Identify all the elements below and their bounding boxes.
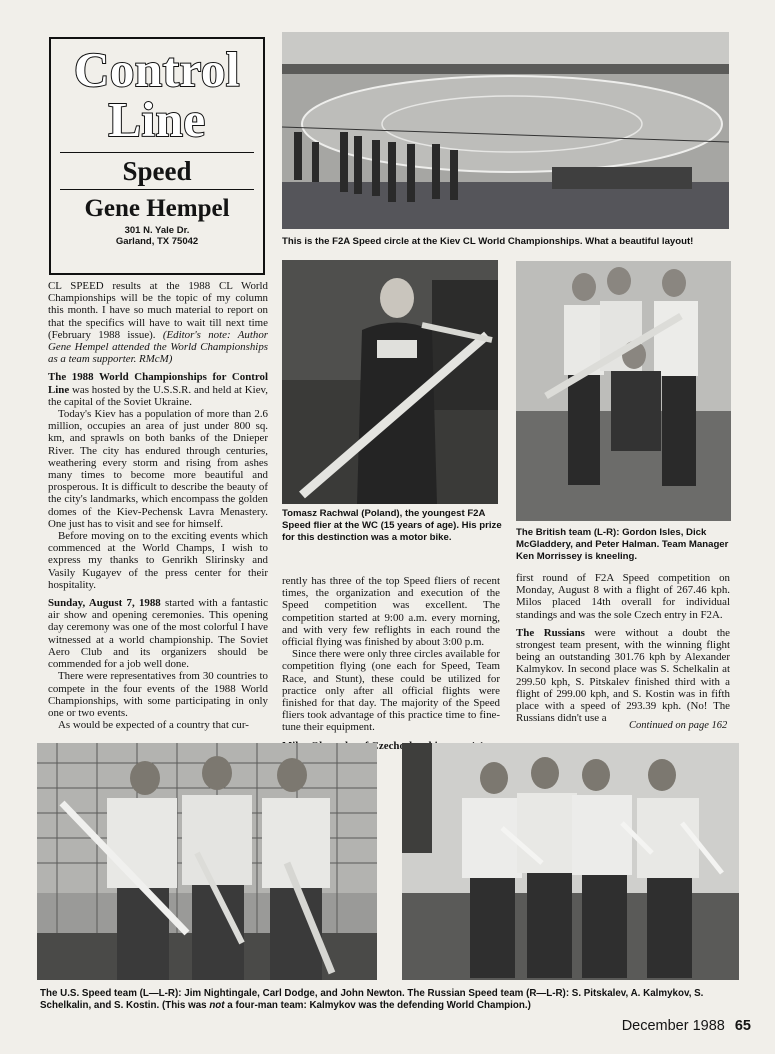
issue-date: December 1988 (621, 1018, 725, 1034)
british-team-caption: The British team (L-R): Gordon Isles, Dick McGladdery, and Peter Halman. Team Manager Ken Morrissey is kneeling. (516, 527, 729, 562)
us-team-photo (37, 743, 377, 980)
article-paragraph: rently has three of the top Speed fliers of recent times, the organization and execution of the Speed competition was excellent. The competition started at 9:00 a.m. every morning, and with very few reflights in each round the official flying was finished by about 3:00 p.m. (282, 575, 500, 649)
column-subtitle: Speed (122, 156, 192, 186)
article-paragraph: Today's Kiev has a population of more than 2.6 million, occupies an area of just under 800 sq. km, and sprawls on both banks of the Dnieper River. The city has endured through centuries, weathering every storm and rising from ashes many times to become more beautiful and prosperous. It is difficult to describe the beauty of the city's landmarks, which encompass the golden domes of the Kiev-Pechensk Lavra Menastery. One just has to visit and see for himself. (48, 408, 268, 530)
article-paragraph (48, 280, 268, 365)
speed-circle-photo (282, 32, 729, 229)
bottom-photos-caption (40, 988, 740, 1012)
caption-text: The U.S. Speed team (L—L-R): Jim Nightingale, Carl Dodge, and John Newton. The Russian Speed team (R—L-R): S. Pitskalev, A. Kalmykov, S. Schelkalin, and S. Kostin. (This was (40, 988, 704, 1011)
article-paragraph (516, 627, 730, 725)
author-address-line2: Garland, TX 75042 (115, 235, 199, 247)
section-lead-bold: The Russians (516, 626, 585, 639)
author-name: Gene Hempel (84, 195, 230, 222)
article-text: CL SPEED results at the 1988 CL World Championships will be the topic of my column this month. I have so much material to report on that the specifics will have to wait till next time (February 1988 issue). (48, 280, 268, 341)
youngest-flier-caption: Tomasz Rachwal (Poland), the youngest F2A Speed flier at the WC (15 years of age). His prize for this destinction was a motor bike. (282, 508, 502, 543)
article-paragraph (48, 371, 268, 408)
page-footer (622, 1018, 751, 1034)
british-team-photo (516, 261, 731, 521)
caption-text: a four-man team: Kalmykov was the defending World Champion.) (224, 1000, 531, 1011)
article-paragraph: Before moving on to the exciting events which commenced at the World Champs, I wish to express my thanks to Genrikh Slirinsky and Vasily Kugayev of the press center for their hospitality. (48, 530, 268, 591)
section-lead-bold: Sunday, August 7, 1988 (48, 597, 161, 610)
page-number: 65 (734, 1018, 751, 1034)
caption-emphasis: not (209, 1000, 225, 1011)
continued-on-page: Continued on page 162 (629, 720, 728, 731)
article-paragraph: As would be expected of a country that cur- (58, 719, 249, 732)
youngest-flier-photo (282, 260, 498, 504)
header-divider (60, 189, 254, 190)
russian-team-photo (402, 743, 739, 980)
article-text: started with a fantastic air show and opening ceremonies. This opening day ceremony was one of the most colorful I have witnessed at a world championship. The Soviet Aero Club and its organizers should be commended for a job well done. (48, 597, 268, 671)
column-title-line2: Line (108, 92, 206, 147)
author-address-line1: 301 N. Yale Dr. (124, 225, 190, 236)
article-paragraph: There were representatives from 30 countries to compete in the four events of the 1988 World Championships, with some participating in only one or two events. (48, 670, 268, 719)
article-paragraph: first round of F2A Speed competition on Monday, August 8 with a flight of 267.46 kph. Milos placed 14th overall for individual standings and was the sole Czech entry in F2A. (516, 572, 730, 621)
article-column-3 (516, 572, 730, 724)
column-title-line1: Control (74, 42, 240, 97)
column-header-box (49, 37, 265, 275)
editors-note: (Editor's note: Author Gene Hempel attended the World Championships as a team supporter. RMcM) (48, 328, 268, 366)
article-paragraph (48, 597, 268, 670)
article-text: was hosted by the U.S.S.R. and held at Kiev, the capital of the Soviet Ukraine. (48, 383, 268, 408)
article-text: were without a doubt the strongest team present, with the winning flight being an outstanding 301.76 kph by Alexander Kalmykov. In second place was S. Schelkalin at 299.50 kph, S. Pitskalev finished third with a flight of 299.00 kph, and S. Kostin was in fifth place with a speed of 293.39 kph. (No! The Russians didn't use a (516, 626, 730, 725)
section-lead-bold: The 1988 World Championships for Control Line (48, 371, 268, 396)
article-column-1 (48, 280, 268, 731)
article-column-2 (282, 575, 500, 752)
top-photo-caption: This is the F2A Speed circle at the Kiev CL World Championships. What a beautiful layout! (282, 236, 694, 247)
article-paragraph: Since there were only three circles available for competition flying (one each for Speed, Team Race, and Stunt), these could be utilized for practice only after all official flights were finished for that day. The majority of the Speed fliers took advantage of this practice time to fine-tune their equipment. (282, 648, 500, 734)
